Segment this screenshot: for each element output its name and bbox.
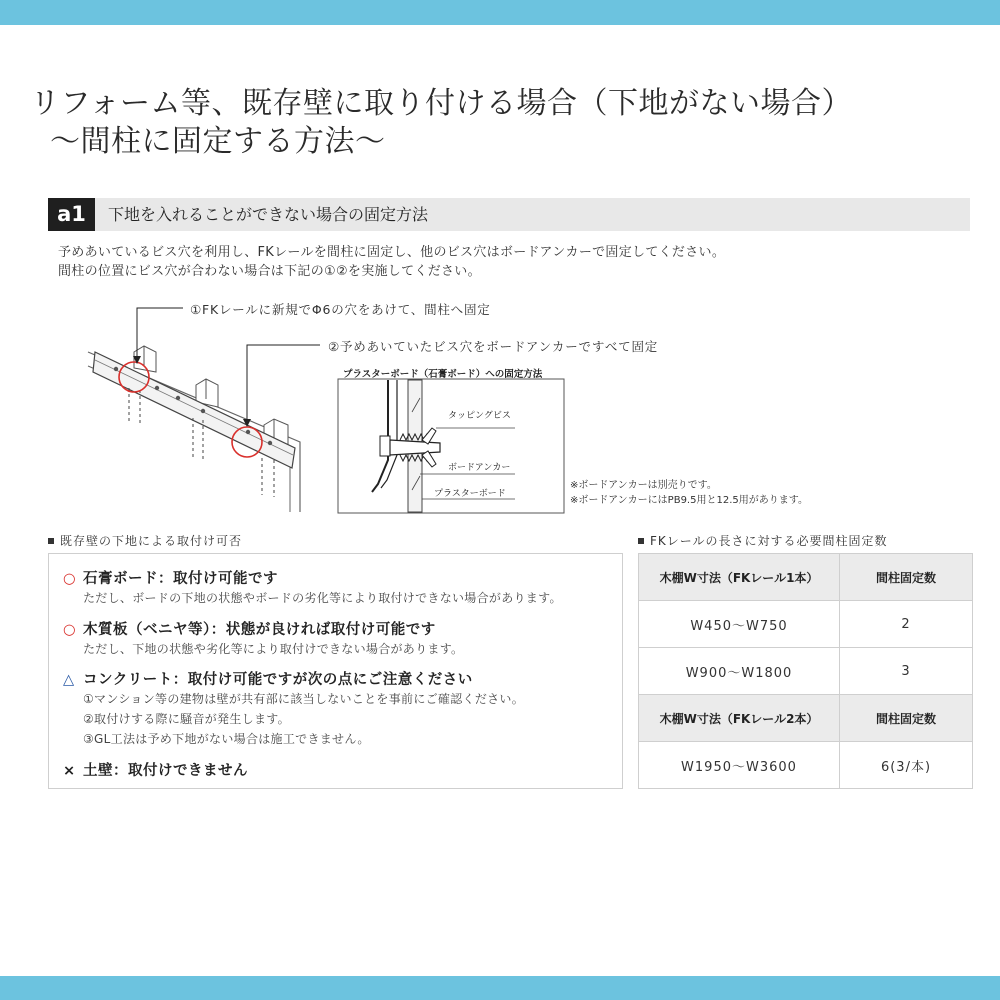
callout-new-hole: ①FKレールに新規でΦ6の穴をあけて、間柱へ固定 — [190, 302, 491, 317]
table-row — [639, 601, 973, 648]
suitability-panel — [48, 553, 623, 789]
intro-text — [58, 243, 725, 281]
bullet-square-icon — [638, 538, 644, 544]
suitability-item-concrete — [63, 668, 524, 749]
suitability-heading: 既存壁の下地による取付け可否 — [48, 532, 242, 549]
top-accent-band — [0, 0, 1000, 25]
intro-line1: 予めあいているビス穴を利用し、FKレールを間柱に固定し、他のビス穴はボードアンカーで固定してください。 — [58, 245, 726, 260]
triangle-caution-icon: △ — [63, 672, 75, 688]
table-header-cell: 木棚W寸法（FKレール1本） — [639, 554, 840, 601]
item-note: ①マンション等の建物は壁が共有部に該当しないことを事前にご確認ください。 — [83, 692, 525, 706]
section-title: 下地を入れることができない場合の固定方法 — [108, 205, 429, 224]
table-header-cell: 間柱固定数 — [840, 695, 973, 742]
item-note: ただし、ボードの下地の状態やボードの劣化等により取付けできない場合があります。 — [83, 591, 562, 605]
table-header-cell: 木棚W寸法（FKレール2本） — [639, 695, 840, 742]
intro-line2: 間柱の位置にビス穴が合わない場合は下記の①②を実施してください。 — [58, 264, 481, 279]
note-line: ※ボードアンカーは別売りです。 — [570, 480, 717, 491]
fk-rail — [93, 352, 295, 468]
required-heading: FKレールの長さに対する必要間柱固定数 — [638, 532, 888, 549]
callout2-leader — [247, 345, 320, 425]
page-title-line1: リフォーム等、既存壁に取り付ける場合（下地がない場合） — [30, 86, 852, 121]
label-board-anchor: ボードアンカー — [448, 463, 511, 473]
inset-title: プラスターボード（石膏ボード）への固定方法 — [343, 369, 543, 380]
page-title — [30, 85, 852, 161]
bullet-square-icon — [48, 538, 54, 544]
item-title: 石膏ボード：取付け可能です — [83, 571, 278, 587]
anchor-notes — [570, 479, 808, 508]
bottom-accent-band — [0, 976, 1000, 1000]
table-cell: 6(3/本) — [840, 742, 973, 789]
circle-ok-icon: ○ — [63, 571, 77, 587]
table-header-row — [639, 554, 973, 601]
table-cell: W900～W1800 — [639, 648, 840, 695]
table-header-cell: 間柱固定数 — [840, 554, 973, 601]
suitability-item-gypsum — [63, 567, 562, 608]
section-header — [48, 198, 970, 231]
suitability-item-earth-wall — [63, 759, 248, 780]
page-title-line2: ～間柱に固定する方法～ — [50, 124, 386, 159]
item-note: ③GL工法は予め下地がない場合は施工できません。 — [83, 732, 370, 746]
circle-ok-icon: ○ — [63, 622, 77, 638]
item-note: ただし、下地の状態や劣化等により取付けできない場合があります。 — [83, 642, 464, 656]
item-title: 土壁：取付けできません — [83, 763, 248, 779]
table-cell: 3 — [840, 648, 973, 695]
callout-board-anchor: ②予めあいていたビス穴をボードアンカーですべて固定 — [328, 339, 659, 354]
table-row — [639, 648, 973, 695]
section-badge: a1 — [48, 198, 95, 231]
item-title: 木質板（ベニヤ等）：状態が良ければ取付け可能です — [83, 622, 436, 638]
table-cell: W1950～W3600 — [639, 742, 840, 789]
label-plasterboard: プラスターボード — [434, 489, 506, 499]
note-line: ※ボードアンカーにはPB9.5用と12.5用があります。 — [570, 494, 808, 506]
item-note: ②取付けする際に騒音が発生します。 — [83, 712, 290, 726]
item-title: コンクリート：取付け可能ですが次の点にご注意ください — [83, 672, 473, 688]
table-cell: 2 — [840, 601, 973, 648]
required-studs-table — [638, 553, 973, 789]
cross-ng-icon: × — [63, 763, 76, 779]
suitability-item-wood — [63, 618, 463, 659]
table-header-row — [639, 695, 973, 742]
label-tapping-screw: タッピングビス — [448, 411, 511, 421]
table-cell: W450～W750 — [639, 601, 840, 648]
table-row — [639, 742, 973, 789]
